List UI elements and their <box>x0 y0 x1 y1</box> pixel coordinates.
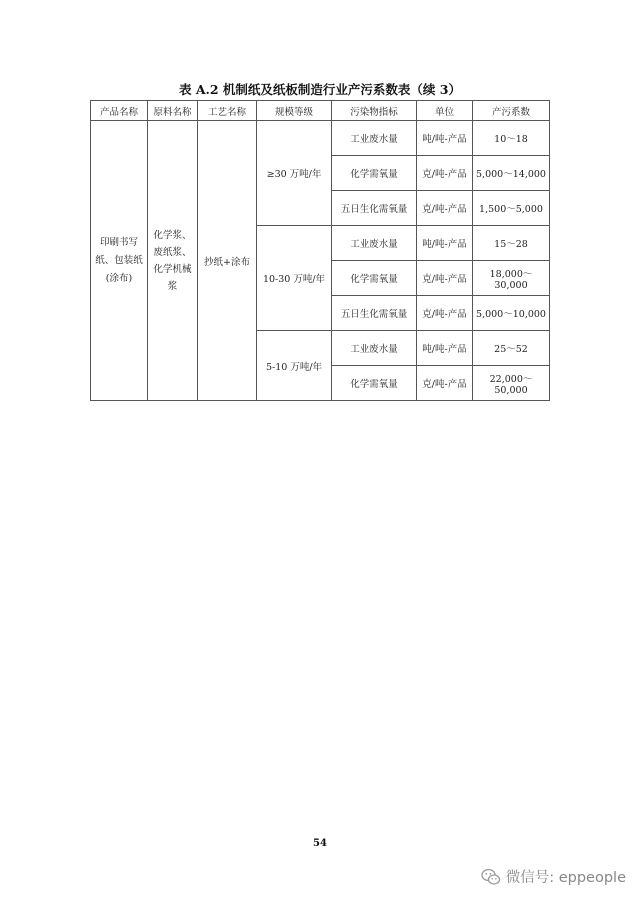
header-pollutant: 污染物指标 <box>332 101 417 121</box>
raw-line: 化学机械 <box>153 263 192 275</box>
raw-line: 废纸浆、 <box>153 246 192 258</box>
pollutant-cell: 化学需氧量 <box>332 366 417 401</box>
table-header-row <box>91 101 550 121</box>
coefficient-cell: 10～18 <box>473 121 550 156</box>
pollutant-cell: 五日生化需氧量 <box>332 191 417 226</box>
pollutant-cell: 五日生化需氧量 <box>332 296 417 331</box>
header-process: 工艺名称 <box>198 101 257 121</box>
header-product: 产品名称 <box>91 101 148 121</box>
unit-cell: 克/吨-产品 <box>417 191 473 226</box>
coefficient-cell: 5,000～14,000 <box>473 156 550 191</box>
raw-material-cell <box>148 121 198 401</box>
table-title: 表 A.2 机制纸及纸板制造行业产污系数表（续 3） <box>178 82 461 97</box>
pollutant-cell: 工业废水量 <box>332 331 417 366</box>
unit-cell: 克/吨-产品 <box>417 261 473 296</box>
wechat-icon <box>481 868 501 886</box>
pollutant-cell: 化学需氧量 <box>332 156 417 191</box>
scale-cell: ≥30 万吨/年 <box>257 121 332 226</box>
header-raw-material: 原料名称 <box>148 101 198 121</box>
product-name-cell <box>91 121 148 401</box>
coefficient-cell: 1,500～5,000 <box>473 191 550 226</box>
emission-coefficient-table <box>90 100 550 401</box>
coefficient-cell: 5,000～10,000 <box>473 296 550 331</box>
raw-line: 化学浆、 <box>153 229 192 241</box>
coefficient-cell: 18,000～30,000 <box>473 261 550 296</box>
unit-cell: 克/吨-产品 <box>417 296 473 331</box>
coefficient-cell: 25～52 <box>473 331 550 366</box>
scale-cell: 5-10 万吨/年 <box>257 331 332 401</box>
pollutant-cell: 化学需氧量 <box>332 261 417 296</box>
pollutant-cell: 工业废水量 <box>332 226 417 261</box>
unit-cell: 吨/吨-产品 <box>417 331 473 366</box>
coefficient-cell: 22,000～50,000 <box>473 366 550 401</box>
product-line: 纸、包装纸 <box>95 254 143 266</box>
product-line: (涂布) <box>105 272 133 284</box>
page-number: 54 <box>313 838 327 849</box>
header-scale: 规模等级 <box>257 101 332 121</box>
table-row <box>91 121 550 156</box>
scale-cell: 10-30 万吨/年 <box>257 226 332 331</box>
watermark <box>481 866 626 887</box>
unit-cell: 吨/吨-产品 <box>417 121 473 156</box>
unit-cell: 克/吨-产品 <box>417 156 473 191</box>
raw-line: 浆 <box>167 280 178 292</box>
pollutant-cell: 工业废水量 <box>332 121 417 156</box>
unit-cell: 吨/吨-产品 <box>417 226 473 261</box>
product-line: 印刷书写 <box>99 236 138 248</box>
process-cell: 抄纸+涂布 <box>198 121 257 401</box>
header-unit: 单位 <box>417 101 473 121</box>
unit-cell: 克/吨-产品 <box>417 366 473 401</box>
watermark-text: 微信号: eppeople <box>505 870 626 886</box>
coefficient-cell: 15～28 <box>473 226 550 261</box>
header-coefficient: 产污系数 <box>473 101 550 121</box>
